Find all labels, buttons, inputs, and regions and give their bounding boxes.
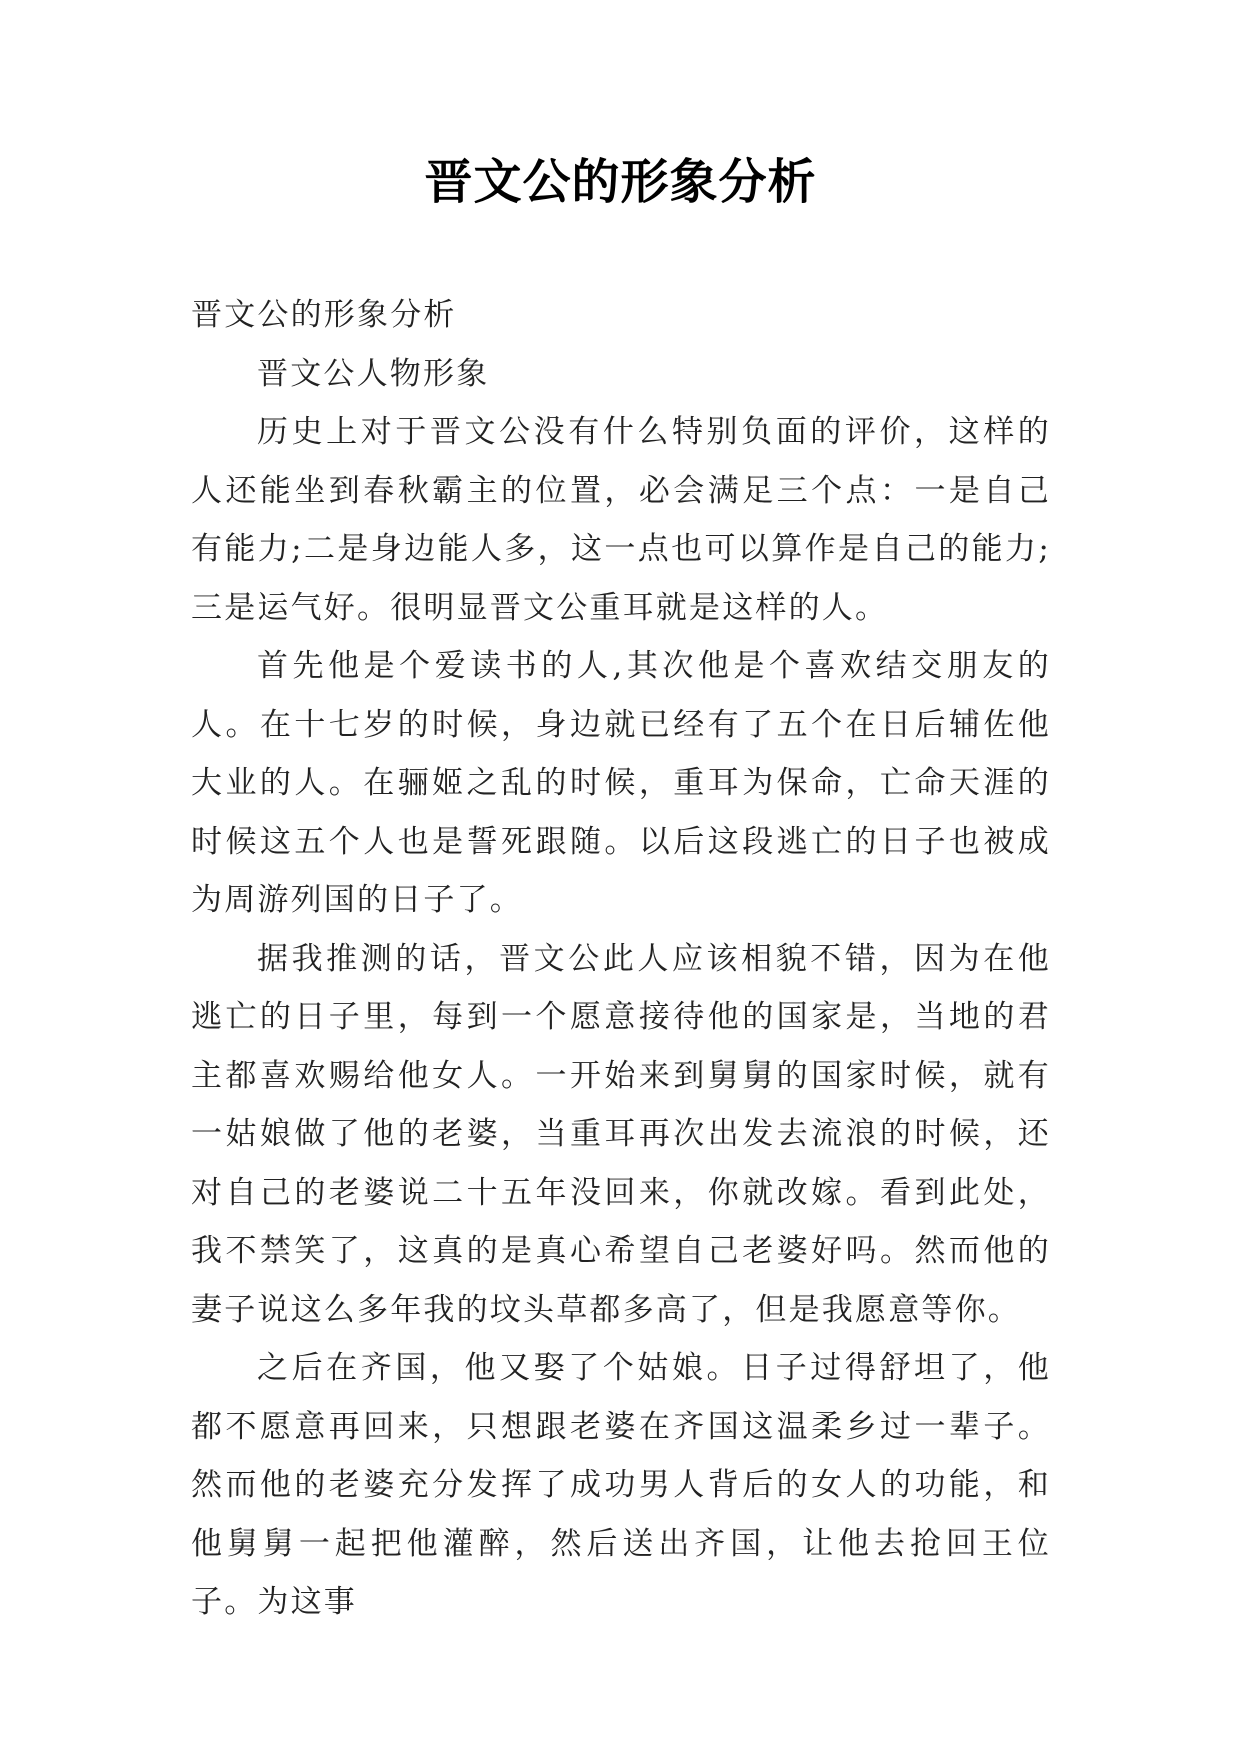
section-heading: 晋文公人物形象 bbox=[257, 355, 490, 392]
paragraph: 据我推测的话，晋文公此人应该相貌不错，因为在他逃亡的日子里，每到一个愿意接待他的国家是，当地的君主都喜欢赐给他女人。一开始来到舅舅的国家时候，就有一姑娘做了他的老婆，当重耳再次出发去流浪的时候，还对自己的老婆说二十五年没回来，你就改嫁。看到此处，我不禁笑了，这真的是真心希望自己老婆好吗。然而他的妻子说这么多年我的坟头草都多高了，但是我愿意等你。 bbox=[191, 940, 1051, 1328]
paragraph: 历史上对于晋文公没有什么特别负面的评价，这样的人还能坐到春秋霸主的位置，必会满足三个点：一是自己有能力;二是身边能人多，这一点也可以算作是自己的能力;三是运气好。很明显晋文公重耳就是这样的人。 bbox=[191, 414, 1051, 626]
paragraph: 首先他是个爱读书的人,其次他是个喜欢结交朋友的人。在十七岁的时候，身边就已经有了五个在日后辅佐他大业的人。在骊姬之乱的时候，重耳为保命，亡命天涯的时候这五个人也是誓死跟随。以后这段逃亡的日子也被成为周游列国的日子了。 bbox=[191, 648, 1051, 918]
paragraph: 之后在齐国，他又娶了个姑娘。日子过得舒坦了，他都不愿意再回来，只想跟老婆在齐国这温柔乡过一辈子。然而他的老婆充分发挥了成功男人背后的女人的功能，和他舅舅一起把他灌醉，然后送出齐国，让他去抢回王位子。为这事 bbox=[191, 1350, 1051, 1620]
document-title: 晋文公的形象分析 bbox=[424, 154, 817, 210]
document-body bbox=[191, 286, 1051, 1632]
subtitle-line: 晋文公的形象分析 bbox=[191, 297, 457, 333]
